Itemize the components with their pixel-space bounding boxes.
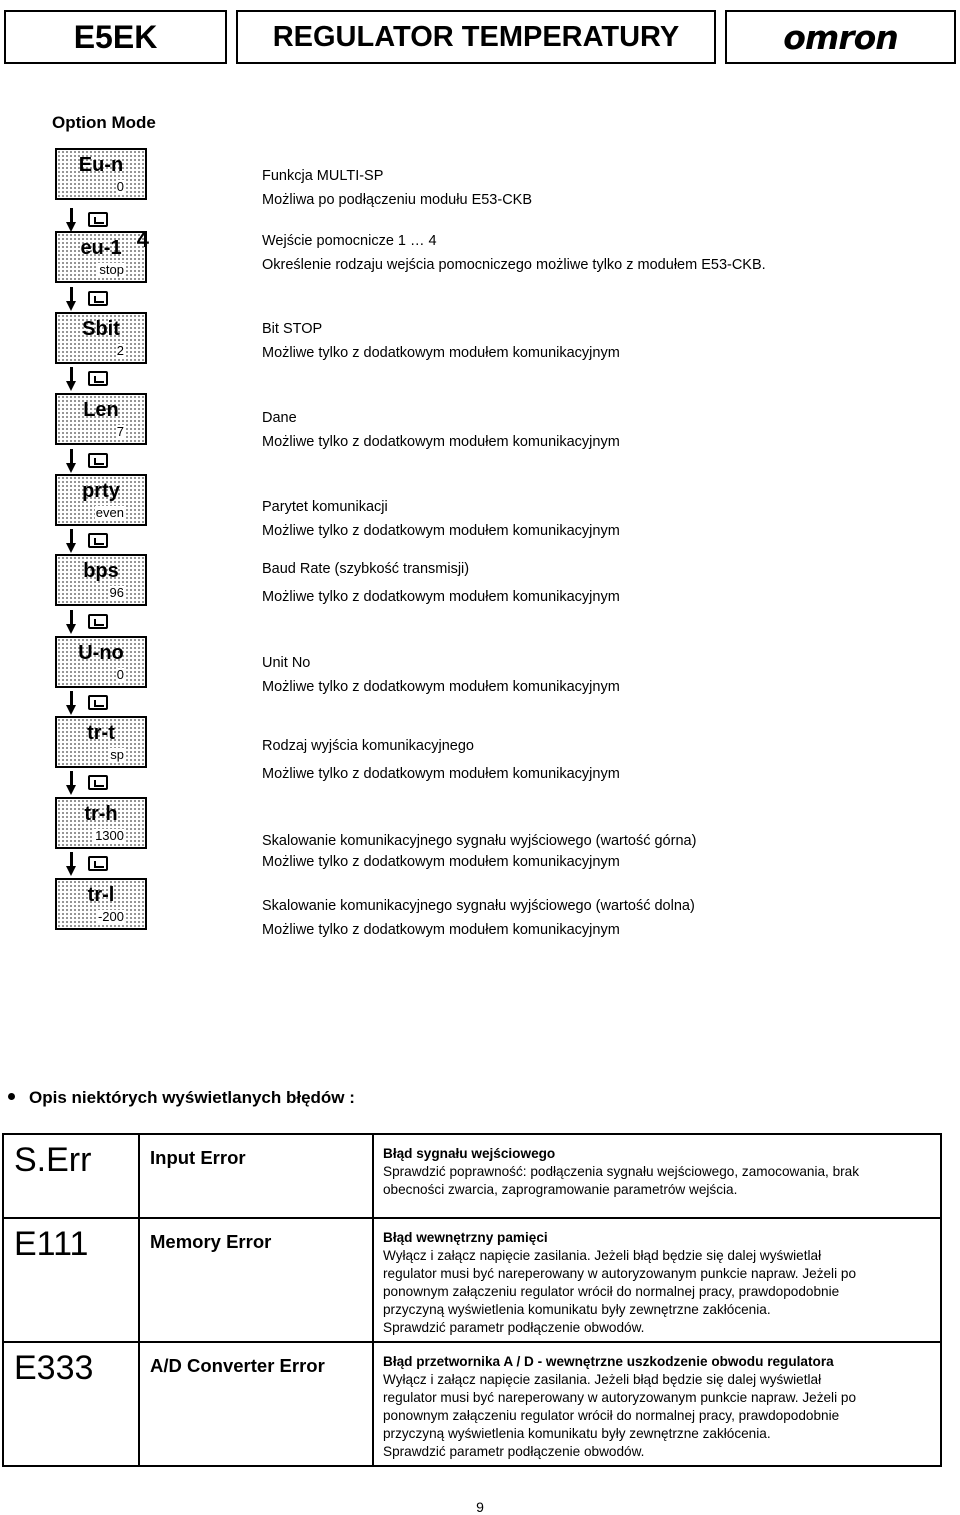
- parameter-title: Baud Rate (szybkość transmisji): [262, 561, 470, 577]
- error-description: [373, 1342, 941, 1466]
- page-title: REGULATOR TEMPERATURY: [272, 20, 680, 53]
- parameter-note: Możliwe tylko z dodatkowym modułem komunikacyjnym: [262, 854, 620, 870]
- error-desc-title: Błąd przetwornika A / D - wewnętrzne uszkodzenie obwodu regulatora: [383, 1354, 834, 1369]
- parameter-note: Określenie rodzaju wejścia pomocniczego możliwe tylko z modułem E53-CKB.: [262, 257, 766, 273]
- error-desc-line: Sprawdzić poprawność: podłączenia sygnału wejściowego, zamocowania, brak: [383, 1164, 860, 1179]
- next-arrow: [66, 367, 112, 393]
- error-desc-line: przyczyną wyświetlenia komunikatu były zewnętrzne zakłócenia.: [383, 1426, 771, 1441]
- parameter-title: Skalowanie komunikacyjnego sygnału wyjściowego (wartość dolna): [262, 898, 695, 914]
- display-code: tr-h: [84, 803, 118, 825]
- display-code: tr-t: [87, 722, 115, 744]
- parameter-description: [262, 654, 620, 696]
- option-mode-title: Option Mode: [52, 113, 156, 132]
- error-desc-line: przyczyną wyświetlenia komunikatu były zewnętrzne zakłócenia.: [383, 1302, 771, 1317]
- display-value: 0: [116, 179, 124, 194]
- parameter-note: Możliwe tylko z dodatkowym modułem komunikacyjnym: [262, 922, 620, 938]
- parameter-title: Skalowanie komunikacyjnego sygnału wyjściowego (wartość górna): [262, 833, 697, 849]
- error-desc-line: regulator musi być nareperowany w autoryzowanym punkcie napraw. Jeżeli po: [383, 1266, 856, 1281]
- error-name: Input Error: [139, 1134, 373, 1218]
- error-desc-line: Wyłącz i załącz napięcie zasilania. Jeżeli błąd będzie się dalej wyświetlał: [383, 1248, 822, 1263]
- parameter-title: Unit No: [262, 655, 311, 671]
- display-eu-n: [55, 148, 147, 200]
- title-box: [236, 10, 716, 64]
- error-description: [373, 1134, 941, 1218]
- error-desc-line: ponownym załączeniu regulator wrócił do normalnej pracy, prawdopodobnie: [383, 1408, 840, 1423]
- table-row: [3, 1342, 941, 1466]
- display-code: Sbit: [82, 318, 120, 340]
- mode-key-icon: [88, 533, 108, 548]
- mode-key-icon: [88, 371, 108, 386]
- parameter-description: [262, 320, 620, 362]
- error-code: E111: [3, 1218, 139, 1342]
- parameter-description: [262, 167, 532, 209]
- error-desc-line: Sprawdzić parametr podłączenie obwodów.: [383, 1444, 645, 1459]
- parameter-description: [262, 897, 695, 939]
- model-name: E5EK: [73, 18, 158, 55]
- display-prty: [55, 474, 147, 526]
- error-desc-line: obecności zwarcia, zaprogramowanie parametrów wejścia.: [383, 1182, 738, 1197]
- error-desc-line: regulator musi być nareperowany w autoryzowanym punkcie napraw. Jeżeli po: [383, 1390, 856, 1405]
- errors-heading-text: Opis niektórych wyświetlanych błędów :: [29, 1088, 355, 1107]
- parameter-title: Bit STOP: [262, 321, 323, 337]
- parameter-description: [262, 498, 620, 540]
- next-arrow: [66, 610, 112, 636]
- display-extra: 4: [136, 227, 149, 252]
- display-len: [55, 393, 147, 445]
- display-u-no: [55, 636, 147, 688]
- next-arrow: [66, 287, 112, 313]
- parameter-note: Możliwe tylko z dodatkowym modułem komunikacyjnym: [262, 523, 620, 539]
- next-arrow: [66, 691, 112, 717]
- parameter-title: Dane: [262, 410, 297, 426]
- display-code: bps: [83, 560, 119, 582]
- display-code: prty: [82, 480, 120, 502]
- error-desc-title: Błąd sygnału wejściowego: [383, 1146, 556, 1161]
- bullet-icon: [8, 1093, 15, 1100]
- page-number: 9: [476, 1499, 484, 1515]
- error-table: [2, 1133, 942, 1467]
- mode-key-icon: [88, 695, 108, 710]
- errors-heading: [8, 1088, 355, 1108]
- parameter-title: Funkcja MULTI-SP: [262, 168, 384, 184]
- display-value: sp: [110, 747, 124, 762]
- parameter-description: [262, 232, 766, 274]
- display-tr-t: [55, 716, 147, 768]
- display-value: 96: [109, 585, 124, 600]
- mode-key-icon: [88, 212, 108, 227]
- error-code: E333: [3, 1342, 139, 1466]
- display-tr-h: [55, 797, 147, 849]
- display-value: 1300: [95, 828, 124, 843]
- brand-logo: [725, 10, 956, 64]
- error-name: A/D Converter Error: [139, 1342, 373, 1466]
- error-name: Memory Error: [139, 1218, 373, 1342]
- next-arrow: [66, 852, 112, 878]
- parameter-title: Rodzaj wyjścia komunikacyjnego: [262, 738, 474, 754]
- error-desc-line: Sprawdzić parametr podłączenie obwodów.: [383, 1320, 645, 1335]
- display-code: U-no: [78, 642, 124, 664]
- parameter-description: [262, 832, 696, 871]
- next-arrow: [66, 529, 112, 555]
- parameter-note: Możliwa po podłączeniu modułu E53-CKB: [262, 192, 533, 208]
- display-eu-1: [55, 227, 149, 283]
- display-value: 0: [116, 667, 124, 682]
- mode-key-icon: [88, 614, 108, 629]
- parameter-note: Możliwe tylko z dodatkowym modułem komunikacyjnym: [262, 589, 620, 605]
- display-code: tr-l: [87, 884, 115, 906]
- display-value: stop: [99, 262, 124, 277]
- parameter-title: Parytet komunikacji: [262, 499, 388, 515]
- display-code: eu-1: [80, 237, 122, 259]
- error-code: S.Err: [3, 1134, 139, 1218]
- parameter-title: Wejście pomocnicze 1 … 4: [262, 233, 437, 249]
- display-bps: [55, 554, 147, 606]
- parameter-description: [262, 560, 620, 606]
- table-row: [3, 1134, 941, 1218]
- model-box: [4, 10, 227, 64]
- parameter-note: Możliwe tylko z dodatkowym modułem komunikacyjnym: [262, 434, 620, 450]
- error-desc-line: Wyłącz i załącz napięcie zasilania. Jeżeli błąd będzie się dalej wyświetlał: [383, 1372, 822, 1387]
- parameter-note: Możliwe tylko z dodatkowym modułem komunikacyjnym: [262, 345, 620, 361]
- error-desc-line: ponownym załączeniu regulator wrócił do normalnej pracy, prawdopodobnie: [383, 1284, 840, 1299]
- parameter-description: [262, 737, 620, 783]
- parameter-description: [262, 409, 620, 451]
- mode-key-icon: [88, 291, 108, 306]
- table-row: [3, 1218, 941, 1342]
- next-arrow: [66, 771, 112, 797]
- display-value: -200: [97, 909, 124, 924]
- brand-logo-text: omron: [783, 17, 898, 57]
- display-value: 7: [116, 424, 124, 439]
- next-arrow: [66, 449, 112, 475]
- display-value: 2: [116, 343, 124, 358]
- display-tr-l: [55, 878, 147, 930]
- mode-key-icon: [88, 775, 108, 790]
- display-sbit: [55, 312, 147, 364]
- display-value: even: [95, 505, 124, 520]
- error-desc-title: Błąd wewnętrzny pamięci: [383, 1230, 548, 1245]
- error-description: [373, 1218, 941, 1342]
- display-code: Eu-n: [78, 154, 124, 176]
- parameter-note: Możliwe tylko z dodatkowym modułem komunikacyjnym: [262, 766, 620, 782]
- parameter-note: Możliwe tylko z dodatkowym modułem komunikacyjnym: [262, 679, 620, 695]
- mode-key-icon: [88, 453, 108, 468]
- display-code: Len: [83, 399, 119, 421]
- mode-key-icon: [88, 856, 108, 871]
